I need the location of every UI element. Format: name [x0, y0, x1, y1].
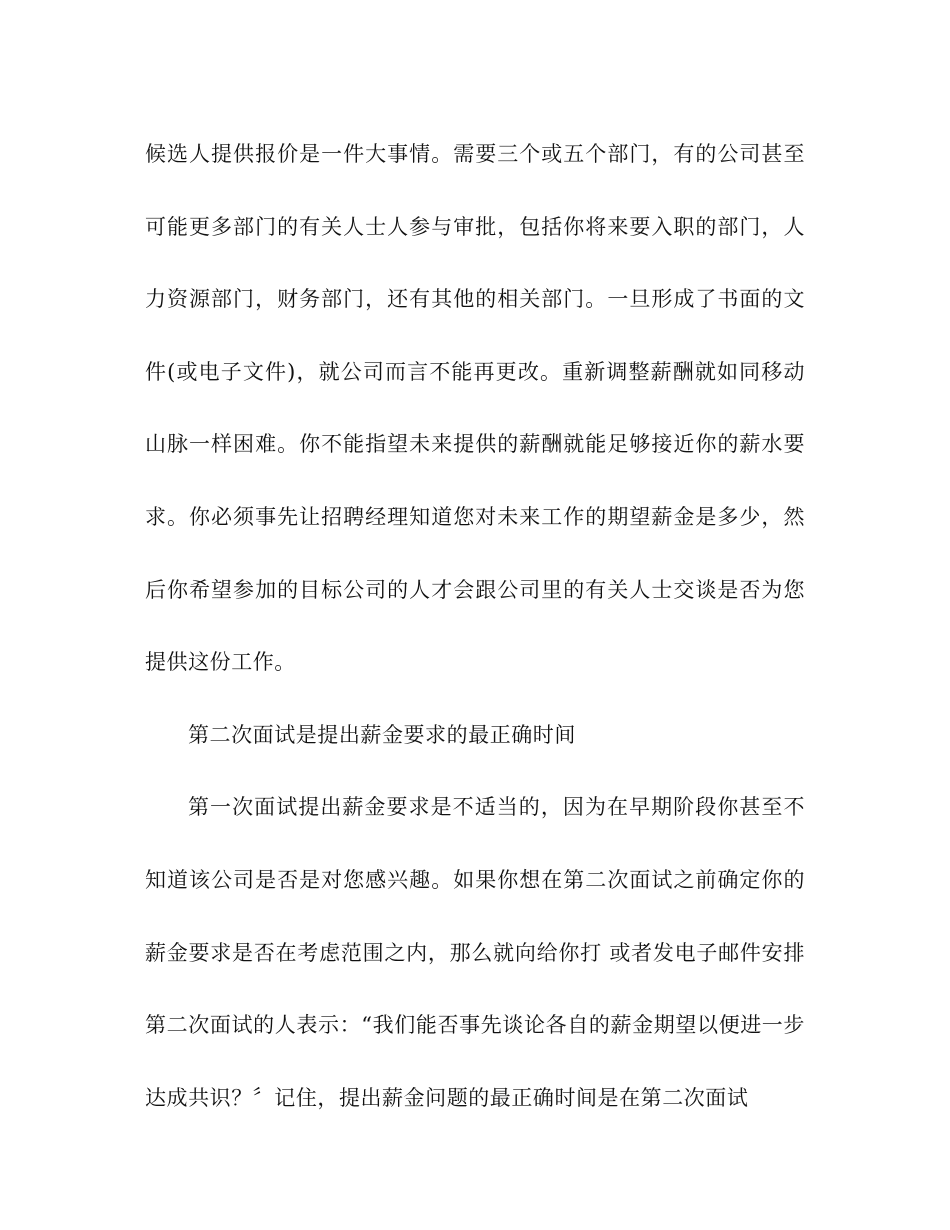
document-body [145, 118, 805, 1134]
paragraph-first-interview: 第一次面试提出薪金要求是不适当的，因为在早期阶段你甚至不知道该公司是否是对您感兴趣。如果你想在第二次面试之前确定你的薪金要求是否在考虑范围之内，那么就向给你打 或者发电子邮件安排第二次面试的人表示：“我们能否事先谈论各自的薪金期望以便进一步达成共识？〞记住，提出薪金问题的最正确时间是在第二次面试 [145, 795, 805, 1110]
paragraph-offer-approval: 候选人提供报价是一件大事情。需要三个或五个部门，有的公司甚至可能更多部门的有关人士人参与审批，包括你将来要入职的部门，人力资源部门，财务部门，还有其他的相关部门。一旦形成了书面的文件(或电子文件)，就公司而言不能再更改。重新调整薪酬就如同移动山脉一样困难。你不能指望未来提供的薪酬就能足够接近你的薪水要求。你必须事先让招聘经理知道您对未来工作的期望薪金是多少，然后你希望参加的目标公司的人才会跟公司里的有关人士交谈是否为您提供这份工作。 [145, 142, 805, 675]
section-heading: 第二次面试是提出薪金要求的最正确时间 [188, 722, 576, 747]
